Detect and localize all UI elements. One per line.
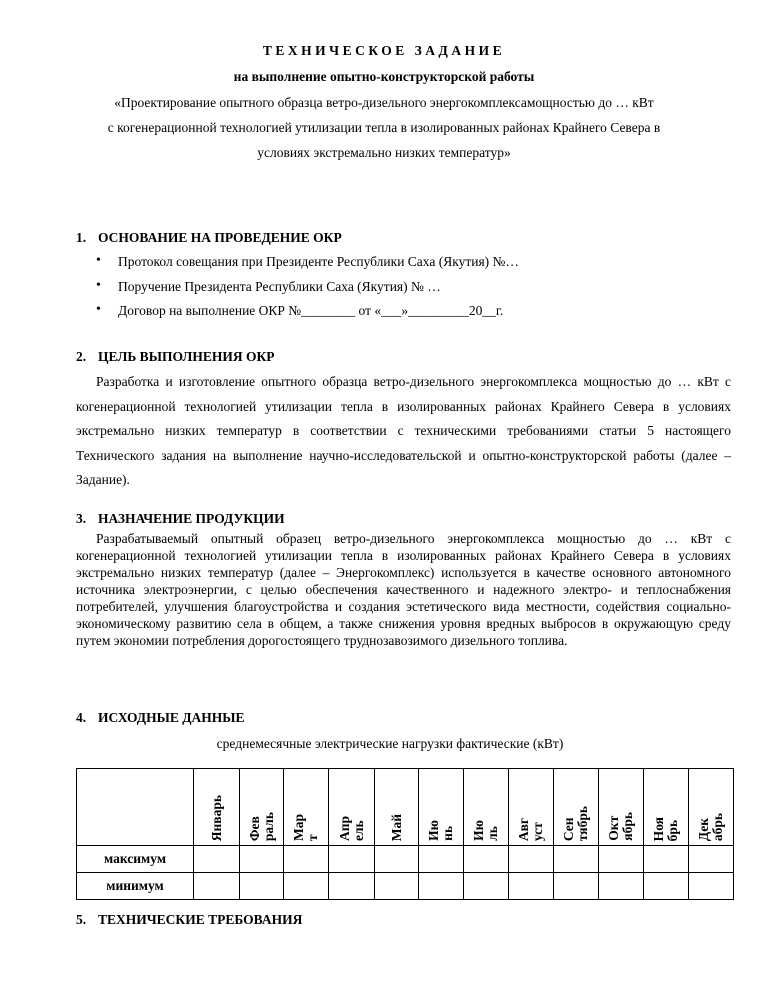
month-label: Мар т [291, 814, 320, 841]
table-cell [375, 846, 419, 873]
month-header-cell [419, 769, 464, 846]
table-cell [284, 873, 329, 900]
table-cell [689, 873, 734, 900]
section-number: 1. [76, 230, 87, 245]
document-title: ТЕХНИЧЕСКОЕ ЗАДАНИЕ [262, 43, 506, 58]
month-header-cell [554, 769, 599, 846]
table-cell [240, 846, 284, 873]
table-cell [419, 846, 464, 873]
section-number: 4. [76, 710, 87, 725]
list-item: • Договор на выполнение ОКР №________ от «___»_________20__г. [96, 303, 519, 328]
table-cell [599, 873, 644, 900]
month-label: Ноя брь [651, 816, 680, 841]
month-label: Ию нь [426, 820, 455, 841]
list-item: • Протокол совещания при Президенте Республики Саха (Якутия) №… [96, 254, 519, 279]
loads-table [76, 768, 734, 900]
month-label: Ию ль [471, 820, 500, 841]
section-title: ТЕХНИЧЕСКИЕ ТРЕБОВАНИЯ [98, 912, 303, 927]
table-cell [329, 873, 375, 900]
table-cell [689, 846, 734, 873]
month-header-cell [464, 769, 509, 846]
goal-paragraph [76, 370, 731, 493]
table-caption: среднемесячные электрические нагрузки фактические (кВт) [216, 736, 564, 751]
table-row [77, 846, 734, 873]
month-label: Авг уст [516, 817, 545, 841]
section-title: НАЗНАЧЕНИЕ ПРОДУКЦИИ [98, 511, 285, 526]
month-header-cell [509, 769, 554, 846]
section-number: 2. [76, 349, 87, 364]
table-cell [554, 873, 599, 900]
table-cell [464, 873, 509, 900]
table-cell [419, 873, 464, 900]
table-cell [329, 846, 375, 873]
section-number: 3. [76, 511, 87, 526]
table-cell [509, 846, 554, 873]
table-cell [194, 846, 240, 873]
section-title: ИСХОДНЫЕ ДАННЫЕ [98, 710, 245, 725]
project-line-3: условиях экстремально низких температур» [257, 145, 511, 160]
month-label: Январь [208, 794, 224, 841]
section-3-heading [76, 511, 285, 527]
table-cell [509, 873, 554, 900]
row-label-max: максимум [77, 846, 194, 873]
month-header-cell [375, 769, 419, 846]
month-header-cell [644, 769, 689, 846]
month-header-cell [194, 769, 240, 846]
section-title: ЦЕЛЬ ВЫПОЛНЕНИЯ ОКР [98, 349, 275, 364]
section-number: 5. [76, 912, 87, 927]
row-label-min: минимум [77, 873, 194, 900]
month-header-cell [329, 769, 375, 846]
table-cell [240, 873, 284, 900]
month-label: Май [388, 813, 404, 841]
month-label: Сен тябрь [561, 805, 590, 841]
section-1-heading [76, 230, 342, 246]
table-header-row [77, 769, 734, 846]
list-item: • Поручение Президента Республики Саха (Якутия) № … [96, 279, 519, 304]
table-cell [644, 873, 689, 900]
table-row [77, 873, 734, 900]
month-label: Окт ябрь [606, 812, 635, 841]
table-cell [554, 846, 599, 873]
month-header-cell [284, 769, 329, 846]
section-2-heading [76, 349, 275, 365]
project-line-2: с когенерационной технологией утилизации тепла в изолированных районах Крайнего Севера в [107, 120, 661, 135]
table-cell [194, 873, 240, 900]
project-line-1: «Проектирование опытного образца ветро-дизельного энергокомплексамощностью до … кВт [114, 95, 654, 110]
month-header-cell [689, 769, 734, 846]
section-4-heading [76, 710, 245, 726]
paragraph-text: Разрабатываемый опытный образец ветро-дизельного энергокомплекса мощностью до … кВт с когенерационной технологией утилизации тепла в изолированных районах Крайнего Севера в условиях экстремально низких температур (далее – Энергокомплекс) используется в качестве основного автономного источника электроэнергии, с целью обеспечения качественного и надежного электро- и теплоснабжения потребителей, улучшения благоустройства и создания эстетического вида местности, содействия социально-экономическому развитию села в общем, а также снижения уровня вредных выбросов в окружающую среду путем экономии потребления дорогостоящего труднозавозимого дизельного топлива. [76, 531, 731, 648]
document-subtitle: на выполнение опытно-конструкторской работы [233, 69, 535, 84]
month-label: Дек абрь [696, 812, 725, 841]
basis-list [96, 254, 519, 328]
paragraph-text: Разработка и изготовление опытного образца ветро-дизельного энергокомплекса мощностью до … кВт с когенерационной технологией утилизации тепла в изолированных районах Крайнего Севера в условиях экстремально низких температур в соответствии с техническими требованиями статьи 5 настоящего Технического задания на выполнение научно-исследовательской и опытно-конструкторской работы (далее – Задание). [76, 374, 731, 488]
section-title: ОСНОВАНИЕ НА ПРОВЕДЕНИЕ ОКР [98, 230, 342, 245]
table-cell [644, 846, 689, 873]
table-cell [284, 846, 329, 873]
section-5-heading [76, 912, 302, 928]
purpose-paragraph [76, 530, 731, 649]
month-label: Фев раль [246, 811, 276, 841]
header-corner-cell [77, 769, 194, 846]
table-cell [599, 846, 644, 873]
month-header-cell [599, 769, 644, 846]
table-cell [375, 873, 419, 900]
month-header-cell [240, 769, 284, 846]
table-cell [464, 846, 509, 873]
month-label: Апр ель [336, 815, 366, 841]
